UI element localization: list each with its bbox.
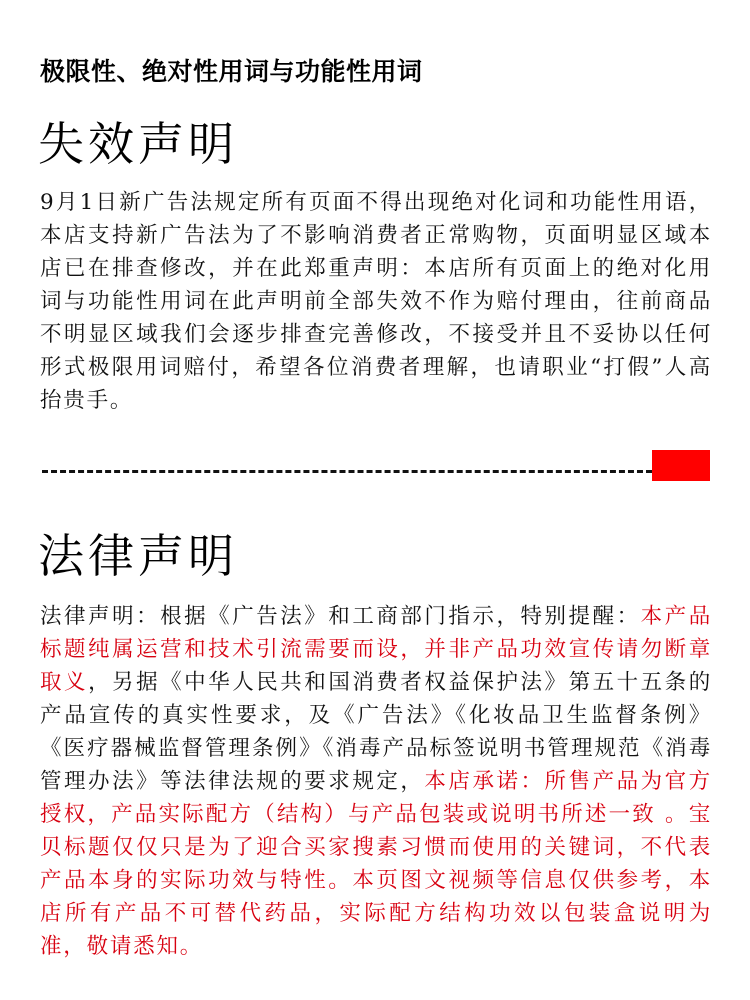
legal-statement-text	[40, 600, 712, 963]
red-accent-block	[652, 450, 710, 481]
dashed-divider	[42, 470, 652, 473]
legal-text-segment: 法律声明：根据《广告法》和工商部门指示，特别提醒：	[40, 604, 641, 629]
legal-text-segment-highlight: 本产品标题纯属运营和技术引流需要而设，并非产品功效宣传请勿断章取义	[40, 604, 712, 695]
invalidity-statement-text: 9月1日新广告法规定所有页面不得出现绝对化词和功能性用语，本店支持新广告法为了不影响消费者正常购物，页面明显区域本店已在排查修改，并在此郑重声明：本店所有页面上的绝对化用词与功能性用词在此声明前全部失效不作为赔付理由，往前商品不明显区域我们会逐步排查完善修改，不接受并且不妥协以任何形式极限用词赔付，希望各位消费者理解，也请职业“打假”人高抬贵手。	[40, 190, 712, 413]
invalidity-statement-heading: 失效声明	[38, 117, 238, 171]
legal-statement-heading: 法律声明	[38, 529, 238, 583]
legal-text-segment: ，另据《中华人民共和国消费者权益保护法》第五十五条的产品宣传的真实性要求，及《广告法》《化妆品卫生监督条例》《医疗器械监督管理条例》《消毒产品标签说明书管理规范《消毒管理办法》等法律法规的要求规定，	[40, 670, 712, 794]
legal-text-segment-highlight: 本店承诺：所售产品为官方授权，产品实际配方（结构）与产品包装或说明书所述一致 。宝贝标题仅仅只是为了迎合买家搜素习惯而使用的关键词，不代表产品本身的实际功效与特性。本页图文视频等信息仅供参考，本店所有产品不可替代药品，实际配方结构功效以包装盒说明为准，敬请悉知。	[40, 769, 712, 959]
page-title: 极限性、绝对性用词与功能性用词	[40, 57, 423, 86]
